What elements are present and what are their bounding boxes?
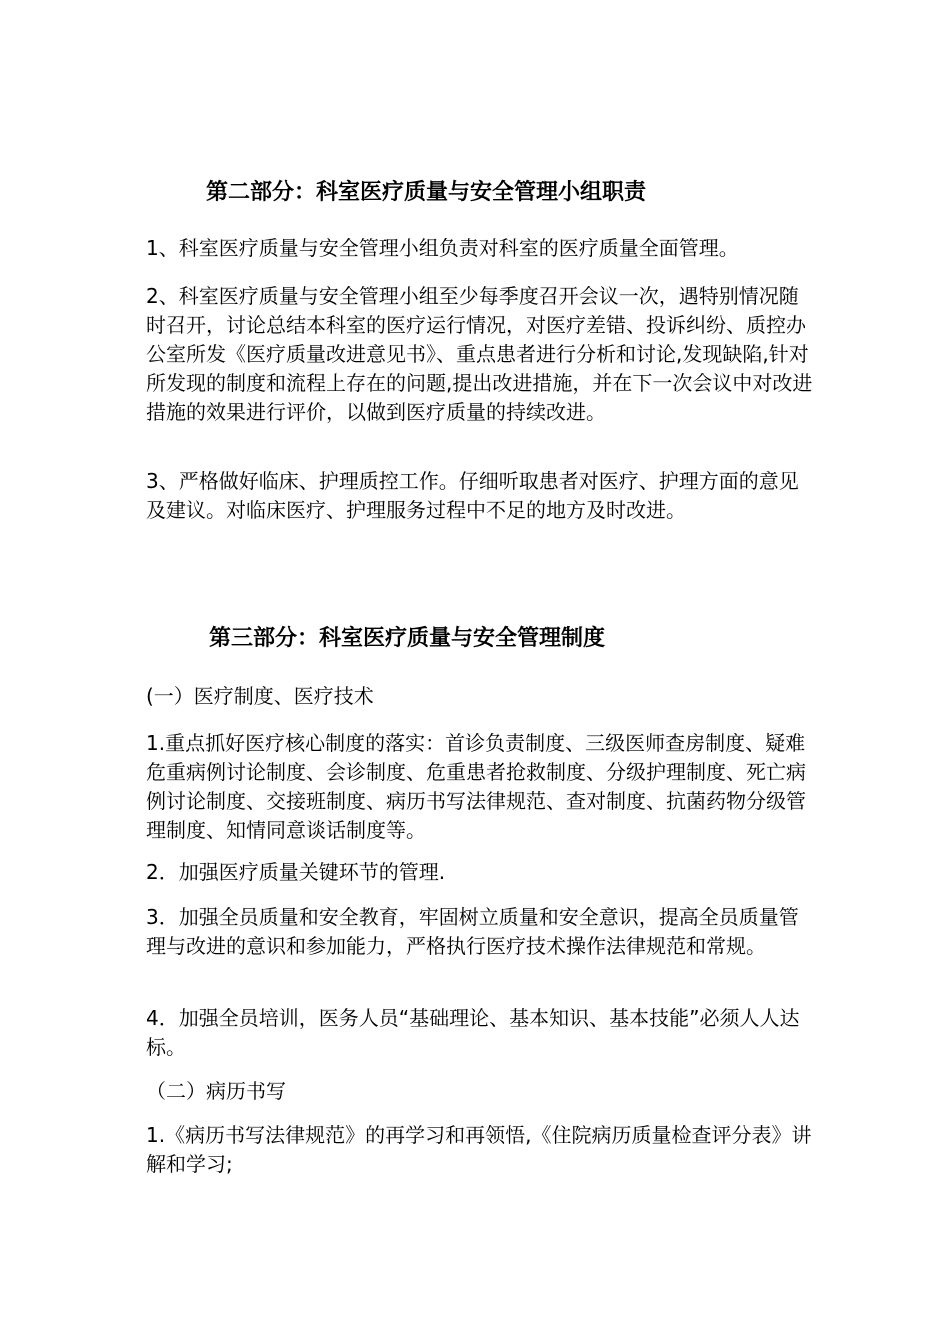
section3-sub1-item-2: 2．加强医疗质量关键环节的管理. (146, 860, 446, 884)
section2-item-3: 3、严格做好临床、护理质控工作。仔细听取患者对医疗、护理方面的意见及建议。对临床医疗、护理服务过程中不足的地方及时改进。 (146, 469, 799, 522)
section3-heading: 第三部分：科室医疗质量与安全管理制度 (209, 626, 606, 651)
section3-sub1-item-1: 1.重点抓好医疗核心制度的落实：首诊负责制度、三级医师查房制度、疑难危重病例讨论制度、会诊制度、危重患者抢救制度、分级护理制度、死亡病例讨论制度、交接班制度、病历书写法律规范、查对制度、抗菌药物分级管理制度、知情同意谈话制度等。 (146, 731, 806, 842)
section3-sub1-item-4: 4．加强全员培训，医务人员“基础理论、基本知识、基本技能”必须人人达标。 (146, 1006, 800, 1059)
section2-heading: 第二部分：科室医疗质量与安全管理小组职责 (206, 180, 647, 205)
section3-sub2-item-1: 1.《病历书写法律规范》的再学习和再领悟,《住院病历质量检查评分表》讲解和学习; (146, 1123, 812, 1176)
section2-item-2: 2、科室医疗质量与安全管理小组至少每季度召开会议一次，遇特别情况随时召开，讨论总结本科室的医疗运行情况，对医疗差错、投诉纠纷、质控办公室所发《医疗质量改进意见书》、重点患者进行分析和讨论,发现缺陷,针对所发现的制度和流程上存在的问题,提出改进措施，并在下一次会议中对改进措施的效果进行评价，以做到医疗质量的持续改进。 (146, 284, 813, 424)
section3-subheading-2: （二）病历书写 (146, 1079, 286, 1103)
section3-sub1-item-3: 3．加强全员质量和安全教育，牢固树立质量和安全意识，提高全员质量管理与改进的意识和参加能力，严格执行医疗技术操作法律规范和常规。 (146, 905, 799, 958)
section3-subheading-1: (一）医疗制度、医疗技术 (146, 684, 374, 708)
section2-item-1: 1、科室医疗质量与安全管理小组负责对科室的医疗质量全面管理。 (146, 236, 739, 260)
